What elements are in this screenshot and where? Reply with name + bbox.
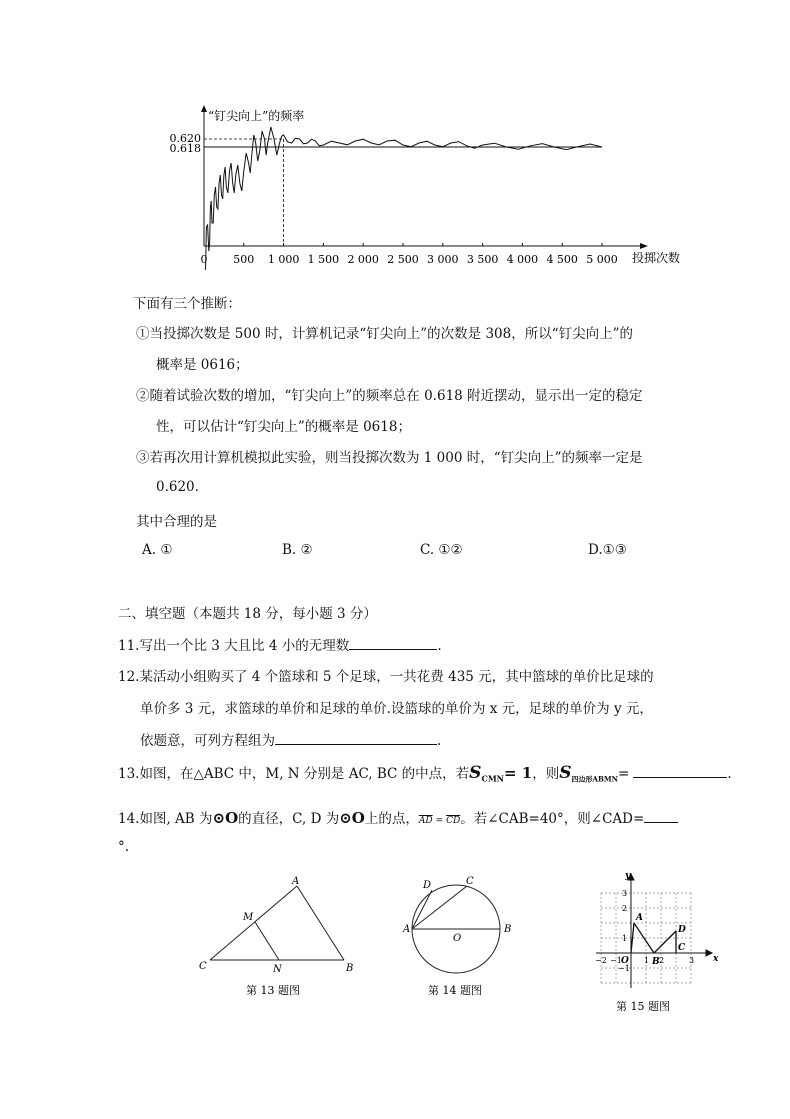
f13-label-m: M <box>243 912 254 923</box>
q10-statement-2-cont: 性，可以估计“钉尖向上”的概率是 0618； <box>156 419 411 435</box>
x-tick-label: 5 000 <box>586 253 618 266</box>
grid <box>601 893 691 983</box>
f15-ytick: 2 <box>622 904 628 913</box>
side-ab <box>297 886 344 960</box>
q13-s2: S <box>559 763 572 783</box>
q14-eq-sign: = <box>435 816 444 826</box>
q13-sub1: CMN <box>481 773 504 784</box>
chart-x-axis-arrow <box>640 243 648 249</box>
chart-x-label: 投掷次数 <box>632 251 681 265</box>
option-d[interactable]: D.①③ <box>588 542 627 558</box>
q14-text-c: 上的点， <box>364 811 419 827</box>
f15-xtick: 3 <box>689 956 695 965</box>
chart-y-axis-arrow <box>201 105 207 112</box>
x-tick-label: 4 500 <box>546 253 578 266</box>
q12-line-3 <box>140 729 441 749</box>
option-c[interactable]: C. ①② <box>420 542 463 558</box>
f14-label-b: B <box>504 924 512 935</box>
f15-xtick: 2 <box>659 956 665 965</box>
segment-mn <box>255 922 279 960</box>
q11-end: . <box>437 638 442 654</box>
f13-caption: 第 13 题图 <box>246 984 300 996</box>
q14-answer-blank[interactable] <box>644 822 678 823</box>
f15-xtick: 1 <box>644 956 650 965</box>
x-tick-label: 3 500 <box>466 253 499 266</box>
option-b[interactable]: B. ② <box>282 542 313 558</box>
q13-text-b: ，则 <box>532 766 560 782</box>
q12-text: 依题意，可列方程组为 <box>140 733 275 749</box>
f14-caption: 第 14 题图 <box>428 984 482 997</box>
f15-ytick: 3 <box>622 889 628 898</box>
q12-end: . <box>437 733 442 749</box>
chord-ad <box>412 890 432 929</box>
q11 <box>118 634 442 654</box>
x-tick-label: 2 500 <box>387 253 419 266</box>
q13 <box>118 762 732 785</box>
q14-arc-ad: $\overline{AD}$ <box>418 816 433 826</box>
f15-caption: 第 15 题图 <box>616 1000 670 1013</box>
f15-label-y: y <box>625 871 631 881</box>
f15-label-b: B <box>652 957 660 967</box>
q10-statement-1-cont: 概率是 0616； <box>156 357 249 373</box>
q14 <box>118 807 678 827</box>
f13-label-c: C <box>199 961 207 972</box>
q14-text-d: 。若∠CAB=40°，则∠CAD= <box>460 811 645 827</box>
chart-y-label: “钉尖向上”的频率 <box>208 109 305 123</box>
frequency-series-line <box>205 127 602 270</box>
f15-xtick: −2 <box>595 956 607 965</box>
q14-circle-1: ⊙O <box>212 809 239 827</box>
f15-xtick: −1 <box>610 956 622 965</box>
f14-label-a: A <box>403 924 411 935</box>
x-tick-label: 0 <box>200 253 208 266</box>
q10-statement-3: ③若再次用计算机模拟此实验，则当投掷次数为 1 000 时，“钉尖向上”的频率一定是 <box>136 450 643 466</box>
chord-ac <box>412 886 467 929</box>
q13-text-c: = <box>618 766 630 782</box>
q12-line-2: 单价多 3 元，求篮球的单价和足球的单价.设篮球的单价为 x 元，足球的单价为 y 元， <box>140 701 653 717</box>
f15-label-x: x <box>713 954 719 964</box>
frequency-chart <box>0 0 790 270</box>
f15-label-c: C <box>678 943 686 953</box>
q13-eq: = 1 <box>504 764 533 782</box>
y-tick-0618: 0.618 <box>169 142 201 155</box>
q13-sub2: 四边形ABMN <box>571 774 619 784</box>
y-tick-0620: 0.620 <box>169 132 201 145</box>
q13-answer-blank[interactable] <box>633 777 727 778</box>
section-heading: 二、填空题（本题共 18 分，每小题 3 分） <box>118 606 377 622</box>
figure-13 <box>196 876 356 996</box>
x-tick-label: 2 000 <box>347 253 379 266</box>
q14-text-a: 14.如图, AB 为 <box>118 811 213 827</box>
q10-intro: 下面有三个推断： <box>133 296 241 312</box>
q13-text-a: 13.如图，在△ABC 中，M, N 分别是 AC, BC 的中点，若 <box>118 766 470 782</box>
q13-end: . <box>727 766 732 782</box>
figure-15 <box>588 866 728 1016</box>
f13-label-b: B <box>346 963 354 974</box>
f14-label-d: D <box>423 880 432 891</box>
q14-end: °. <box>118 839 130 855</box>
side-ca <box>210 886 297 960</box>
x-tick-label: 1 000 <box>267 253 300 266</box>
q13-s1: S <box>469 763 482 783</box>
segment-bd <box>654 931 676 953</box>
f15-ytick: 1 <box>622 934 628 943</box>
q11-text: 11.写出一个比 3 大且比 4 小的无理数 <box>118 638 350 654</box>
x-axis-arrow <box>706 950 712 956</box>
f14-label-o: O <box>453 933 462 944</box>
f15-ytick: −1 <box>618 964 630 973</box>
option-a[interactable]: A. ① <box>142 542 173 558</box>
x-tick-label: 1 500 <box>307 253 340 266</box>
f13-label-n: N <box>273 964 282 975</box>
q14-arc-cd: $\overline{CD}$ <box>446 816 461 826</box>
q12-line-1: 12.某活动小组购买了 4 个篮球和 5 个足球，一共花费 435 元，其中篮球的单价比足球的 <box>118 669 654 685</box>
x-tick-label: 4 000 <box>506 253 539 266</box>
q11-answer-blank[interactable] <box>349 649 437 650</box>
q10-question: 其中合理的是 <box>136 514 217 530</box>
f15-label-d: D <box>678 925 686 935</box>
q10-statement-3-cont: 0.620. <box>156 479 199 495</box>
x-tick-label: 500 <box>233 253 255 266</box>
q10-statement-1: ①当投掷次数是 500 时，计算机记录“钉尖向上”的次数是 308，所以“钉尖向上”的 <box>136 326 634 342</box>
f15-label-a: A <box>636 913 643 923</box>
figure-14 <box>400 874 530 1004</box>
q12-answer-blank[interactable] <box>275 744 437 745</box>
f14-label-c: C <box>466 876 474 887</box>
f15-label-o: O <box>621 956 629 966</box>
q14-circle-2: ⊙O <box>339 809 365 827</box>
f13-label-a: A <box>292 876 300 887</box>
q10-statement-2: ②随着试验次数的增加，“钉尖向上”的频率总在 0.618 附近摆动，显示出一定的稳定 <box>136 388 643 404</box>
q14-text-b: 的直径，C, D 为 <box>238 811 340 827</box>
x-tick-label: 3 000 <box>427 253 459 266</box>
